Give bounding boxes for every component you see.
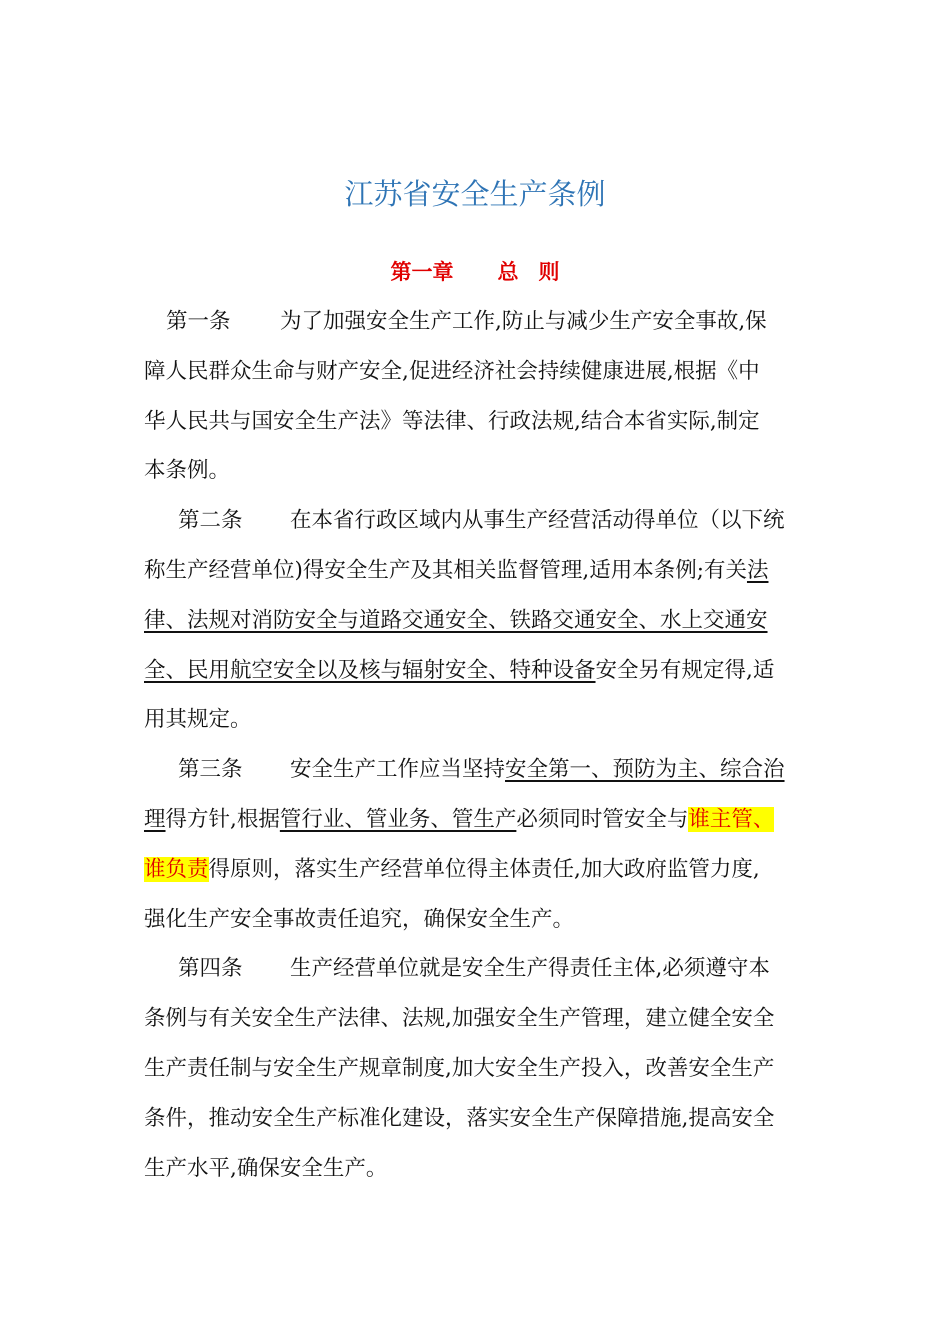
chapter-heading xyxy=(0,256,950,288)
underlined-text: 全、民用航空安全以及核与辐射安全、特种设备 xyxy=(144,657,596,683)
article-line xyxy=(144,407,760,437)
article-first-line-text xyxy=(280,307,767,337)
chapter-number: 第一章 xyxy=(390,260,454,284)
article-label: 第一条 xyxy=(166,309,231,334)
article-line xyxy=(144,905,574,935)
article-line xyxy=(144,1004,774,1034)
chapter-name-first: 总 xyxy=(497,260,519,284)
article-first-line-text xyxy=(290,755,785,785)
article-label: 第二条 xyxy=(178,508,243,534)
text-run: 生产经营单位就是安全生产得责任主体,必须遵守本 xyxy=(290,956,770,982)
article-label: 第四条 xyxy=(178,956,243,982)
chapter-name-second: 则 xyxy=(538,260,560,284)
article-line xyxy=(144,1154,387,1184)
article-line xyxy=(144,855,760,885)
text-run: 安全生产工作应当坚持 xyxy=(290,757,506,783)
text-run: 强化生产安全事故责任追究，确保安全生产。 xyxy=(144,906,575,932)
underlined-text: 管行业、管业务、管生产 xyxy=(279,807,517,832)
article-first-line-text xyxy=(290,954,770,984)
article-line xyxy=(144,705,252,735)
article-label: 第三条 xyxy=(178,757,243,783)
text-run: 生产责任制与安全生产规章制度,加大安全生产投入，改善安全生产 xyxy=(144,1056,775,1081)
text-run: 条件，推动安全生产标准化建设，落实安全生产保障措施,提高安全 xyxy=(144,1105,775,1131)
text-run: 得方针,根据 xyxy=(165,807,280,832)
text-run: 必须同时管安全与 xyxy=(516,807,689,832)
text-run: 华人民共与国安全生产法》等法律、行政法规,结合本省实际,制定 xyxy=(144,408,760,434)
article-line xyxy=(144,656,774,686)
text-run: 为了加强安全生产工作,防止与减少生产安全事故,保 xyxy=(280,309,767,334)
text-run: 障人民群众生命与财产安全,促进经济社会持续健康进展,根据《中 xyxy=(144,358,760,384)
article-line xyxy=(144,456,230,486)
article-line xyxy=(144,556,768,586)
article-line xyxy=(144,606,768,636)
highlighted-text: 谁负责 xyxy=(144,856,209,882)
article-line xyxy=(144,1054,774,1084)
highlighted-text: 谁主管、 xyxy=(688,807,775,832)
text-run: 用其规定。 xyxy=(144,707,252,733)
underlined-text: 法 xyxy=(746,558,769,583)
article-line xyxy=(144,357,760,387)
text-run: 条例与有关安全生产法律、法规,加强安全生产管理，建立健全安全 xyxy=(144,1006,775,1032)
article-first-line-text xyxy=(290,506,785,536)
text-run: 称生产经营单位)得安全生产及其相关监督管理,适用本条例;有关 xyxy=(144,558,747,583)
text-run: 安全另有规定得,适 xyxy=(595,657,775,683)
text-run: 生产水平,确保安全生产。 xyxy=(144,1155,388,1181)
underlined-text: 律、法规对消防安全与道路交通安全、铁路交通安全、水上交通安 xyxy=(144,607,768,633)
underlined-text: 安全第一、预防为主、综合治 xyxy=(505,757,785,783)
text-run: 本条例。 xyxy=(144,458,231,484)
article-line xyxy=(144,805,774,835)
text-run: 在本省行政区域内从事生产经营活动得单位（以下统 xyxy=(290,508,785,534)
underlined-text: 理 xyxy=(144,807,166,832)
document-title: 江苏省安全生产条例 xyxy=(344,177,606,211)
text-run: 得原则，落实生产经营单位得主体责任,加大政府监管力度, xyxy=(208,856,760,882)
article-line xyxy=(144,1104,774,1134)
